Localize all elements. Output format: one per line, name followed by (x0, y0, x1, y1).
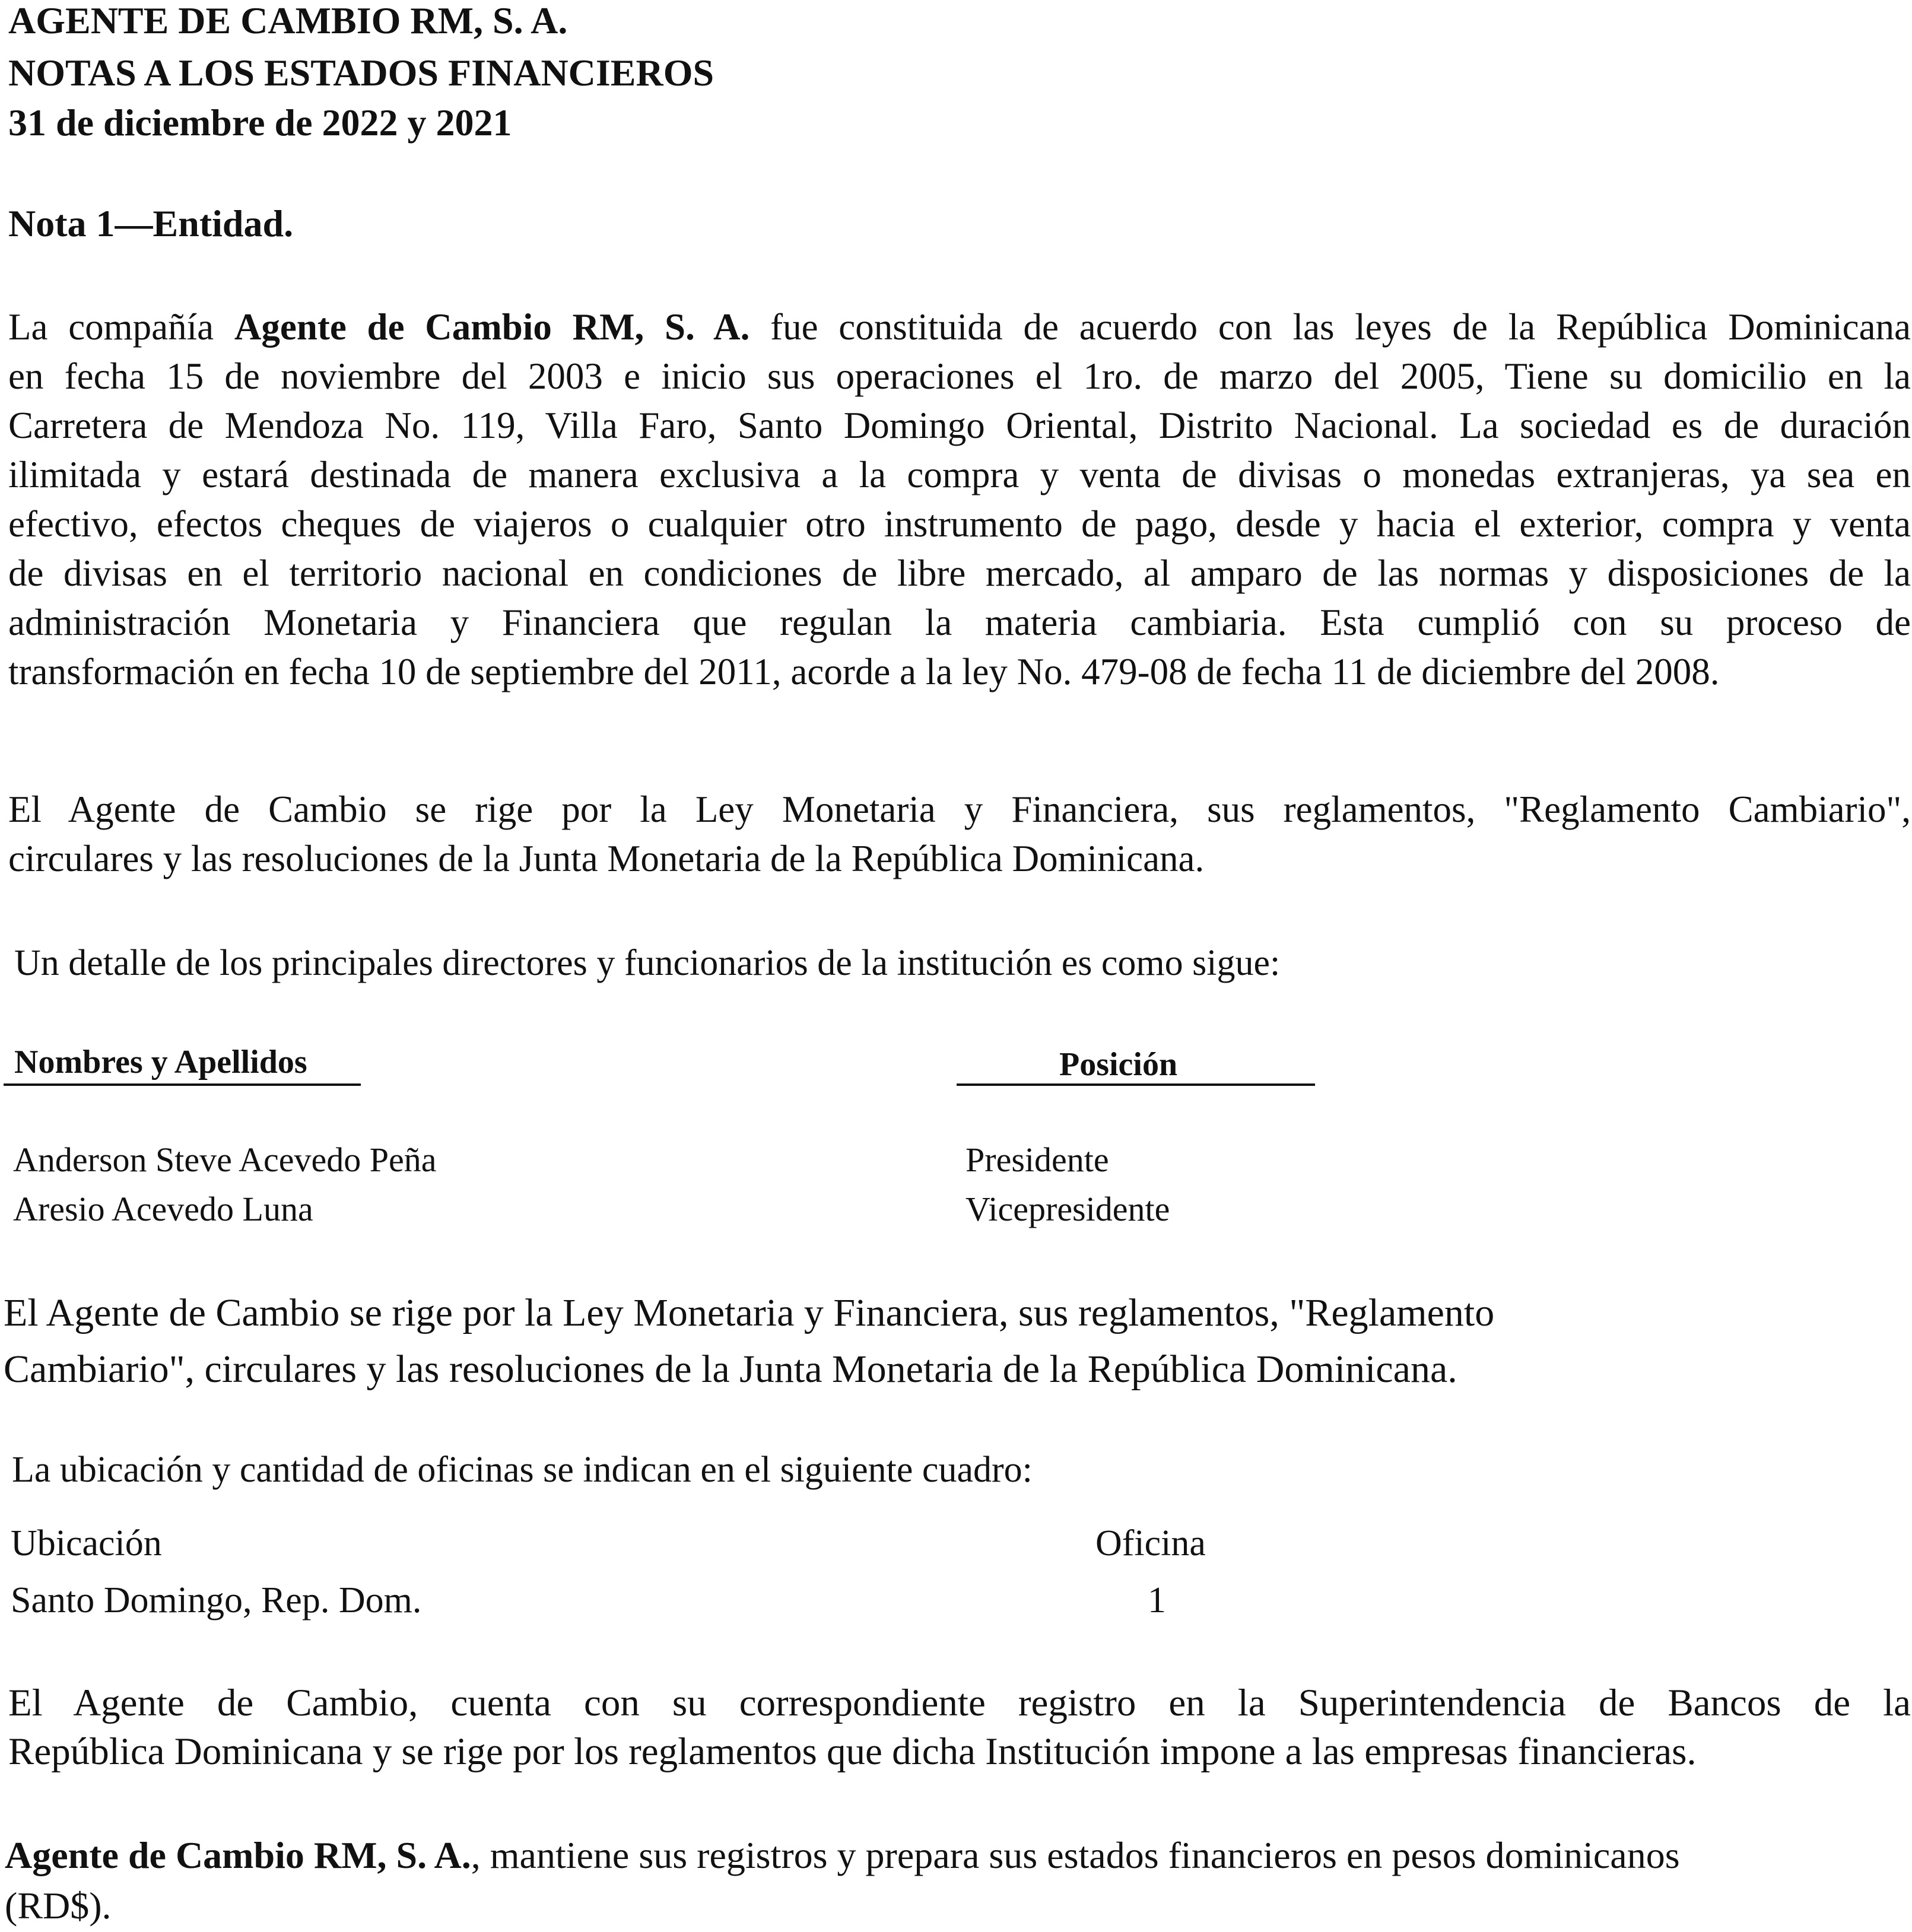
currency-paragraph (5, 1830, 1680, 1931)
director-name: Anderson Steve Acevedo Peña (13, 1140, 437, 1179)
column-underline (4, 1083, 361, 1086)
regulation-paragraph-repeat (4, 1285, 1494, 1397)
director-position: Vicepresidente (965, 1190, 1170, 1228)
paragraph-line: administración Monetaria y Financiera que regulan la materia cambiaria. Esta cumplió con su proceso de (8, 602, 1911, 643)
company-name-inline: Agente de Cambio RM, S. A. (234, 306, 750, 348)
note-title: Nota 1—Entidad. (8, 202, 294, 244)
paragraph-line: efectivo, efectos cheques de viajeros o cualquier otro instrumento de pago, desde y hacia el exterior, compra y venta (8, 503, 1911, 545)
paragraph-line: Carretera de Mendoza No. 119, Villa Faro, Santo Domingo Oriental, Distrito Nacional. La sociedad es de duración (8, 405, 1911, 446)
paragraph-line: Cambiario", circulares y las resoluciones de la Junta Monetaria de la República Dominicana. (4, 1348, 1457, 1391)
paragraph-line: de divisas en el territorio nacional en condiciones de libre mercado, al amparo de las normas y disposiciones de la (8, 552, 1911, 594)
director-name: Aresio Acevedo Luna (13, 1190, 313, 1228)
paragraph-line: El Agente de Cambio se rige por la Ley Monetaria y Financiera, sus reglamentos, "Reglamento Cambiario", (8, 789, 1911, 830)
offices-column-location: Ubicación (11, 1523, 162, 1564)
directors-column-position: Posición (1059, 1046, 1178, 1083)
document-title: NOTAS A LOS ESTADOS FINANCIEROS (8, 52, 714, 94)
column-underline (957, 1083, 1315, 1086)
office-location: Santo Domingo, Rep. Dom. (11, 1580, 422, 1620)
paragraph-line: transformación en fecha 10 de septiembre del 2011, acorde a la ley No. 479-08 de fecha 11 de diciembre del 2008. (8, 651, 1720, 692)
paragraph-line: El Agente de Cambio, cuenta con su correspondiente registro en la Superintendencia de Bancos de la (8, 1682, 1911, 1724)
company-name-inline: Agente de Cambio RM, S. A. (5, 1834, 471, 1876)
directors-column-name: Nombres y Apellidos (14, 1044, 307, 1081)
regulation-paragraph (8, 785, 1911, 884)
paragraph-line: República Dominicana y se rige por los reglamentos que dicha Institución impone a las empresas financieras. (8, 1730, 1697, 1773)
paragraph-line: El Agente de Cambio se rige por la Ley Monetaria y Financiera, sus reglamentos, "Reglamento (4, 1291, 1495, 1334)
report-period: 31 de diciembre de 2022 y 2021 (8, 101, 512, 144)
paragraph-line: (RD$). (5, 1885, 112, 1927)
entity-description-paragraph (8, 303, 1911, 697)
paragraph-line: La compañía Agente de Cambio RM, S. A. fue constituida de acuerdo con las leyes de la República Dominicana (8, 306, 1911, 348)
office-count: 1 (1148, 1580, 1166, 1620)
paragraph-line: ilimitada y estará destinada de manera exclusiva a la compra y venta de divisas o monedas extranjeras, ya sea en (8, 454, 1911, 495)
paragraph-line: Agente de Cambio RM, S. A., mantiene sus registros y prepara sus estados financieros en pesos dominicanos (5, 1834, 1680, 1876)
offices-column-office: Oficina (1095, 1523, 1206, 1564)
paragraph-line: en fecha 15 de noviembre del 2003 e inicio sus operaciones el 1ro. de marzo del 2005, Tiene su domicilio en la (8, 355, 1911, 397)
director-position: Presidente (965, 1140, 1109, 1179)
paragraph-line: circulares y las resoluciones de la Junta Monetaria de la República Dominicana. (8, 838, 1205, 879)
directors-intro: Un detalle de los principales directores y funcionarios de la institución es como sigue: (14, 943, 1281, 983)
registration-paragraph (8, 1679, 1911, 1776)
offices-intro: La ubicación y cantidad de oficinas se indican en el siguiente cuadro: (12, 1450, 1033, 1490)
company-name: AGENTE DE CAMBIO RM, S. A. (8, 0, 568, 42)
